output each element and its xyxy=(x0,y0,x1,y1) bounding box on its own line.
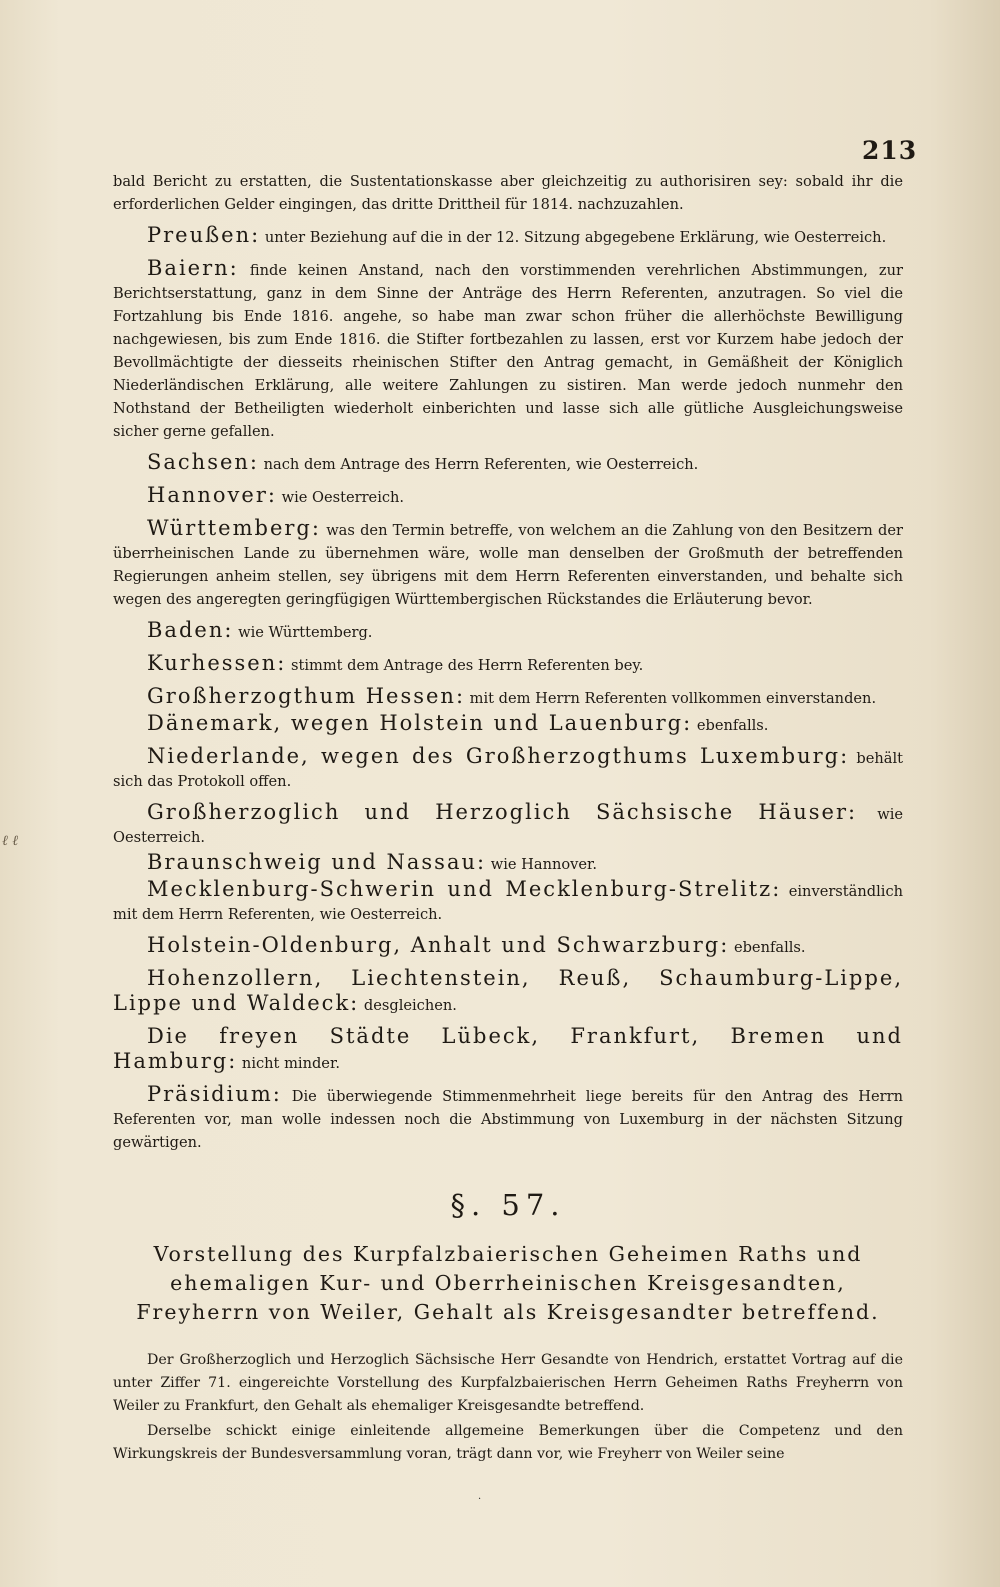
vote-kurhessen xyxy=(113,652,903,677)
vote-text: stimmt dem Antrage des Herrn Referenten bey. xyxy=(290,657,644,674)
vote-text: ebenfalls. xyxy=(696,717,769,734)
vote-text: Die überwiegende Stimmenmehrheit liege bereits für den Antrag des Herrn Referenten vor, man wolle indessen noch die Abstimmung von Luxemburg in der nächsten Sitzung gewärtigen. xyxy=(113,1088,903,1151)
speaker-name: Württemberg: xyxy=(147,516,321,540)
vote-text: nicht minder. xyxy=(241,1055,340,1072)
speaker-name: Mecklenburg-Schwerin und Mecklenburg-Strelitz: xyxy=(147,877,782,901)
paragraph-continuation xyxy=(113,170,903,216)
vote-text: wie Oesterreich. xyxy=(113,806,904,846)
speaker-name: Kurhessen: xyxy=(147,651,287,675)
vote-text: desgleichen. xyxy=(363,997,457,1014)
vote-hannover xyxy=(113,484,903,509)
vote-text: mit dem Herrn Referenten vollkommen einverstanden. xyxy=(469,690,877,707)
speaker-name: Holstein-Oldenburg, Anhalt und Schwarzburg: xyxy=(147,933,730,957)
vote-text: was den Termin betreffe, von welchem an die Zahlung von den Besitzern der überrheinischen Lande zu übernehmen wäre, wolle man denselben der Großmuth der betreffenden Regierungen anheim stellen, sey übrigens mit dem Herrn Referenten einverstanden, und behalte sich wegen des angeregten geringfügigen Württembergischen Rückstandes die Erläuterung bevor. xyxy=(113,522,904,608)
vote-hessen xyxy=(113,685,903,710)
page-number: 213 xyxy=(862,136,918,165)
vote-niederlande xyxy=(113,745,903,793)
speaker-name: Braunschweig und Nassau: xyxy=(147,850,487,874)
vote-text: wie Oesterreich. xyxy=(281,489,405,506)
closing-paragraph: Der Großherzoglich und Herzoglich Sächsische Herr Gesandte von Hendrich, erstattet Vortrag auf die unter Ziffer 71. eingereichte Vorstellung des Kurpfalzbaierischen Herrn Geheimen Raths Freyherrn von Weiler zu Frankfurt, den Gehalt als ehemaliger Kreisgesandte betreffend. xyxy=(113,1352,903,1414)
vote-text: nach dem Antrage des Herrn Referenten, wie Oesterreich. xyxy=(263,456,699,473)
speaker-name: Dänemark, wegen Holstein und Lauenburg: xyxy=(147,711,693,735)
vote-praesidium xyxy=(113,1083,903,1154)
margin-note: ℓ ℓ xyxy=(2,833,19,849)
vote-saechsische-haeuser xyxy=(113,801,903,849)
vote-text: ebenfalls. xyxy=(733,939,806,956)
speaker-name: Baden: xyxy=(147,618,234,642)
vote-baiern xyxy=(113,257,903,443)
vote-text: einverständlich mit dem Herrn Referenten, wie Oesterreich. xyxy=(113,883,904,923)
vote-baden xyxy=(113,619,903,644)
speaker-name: Preußen: xyxy=(147,223,261,247)
main-text xyxy=(113,170,903,1468)
vote-hohenzollern xyxy=(113,967,903,1017)
vote-daenemark xyxy=(113,712,903,737)
closing-paragraph: Derselbe schickt einige einleitende allgemeine Bemerkungen über die Competenz und den Wirkungskreis der Bundesversammlung voran, trägt dann vor, wie Freyherr von Weiler seine xyxy=(113,1423,903,1462)
vote-text: unter Beziehung auf die in der 12. Sitzung abgegebene Erklärung, wie Oesterreich. xyxy=(264,229,887,246)
speaker-name: Hannover: xyxy=(147,483,277,507)
vote-text: finde keinen Anstand, nach den vorstimmenden verehrlichen Abstimmungen, zur Berichtserstattung, ganz in dem Sinne der Anträge des Herrn Referenten, anzutragen. So viel die Fortzahlung bis Ende 1816. angehe, so habe man zwar schon früher die allerhöchste Bewilligung nachgewiesen, bis zum Ende 1816. die Stifter fortbezahlen zu lassen, erst vor Kurzem habe jedoch der Bevollmächtigte der diesseits rheinischen Stifter den Antrag gemacht, in Gemäßheit der Königlich Niederländischen Erklärung, alle weitere Zahlungen zu sistiren. Man werde jedoch nunmehr den Nothstand der Betheiligten wiederholt einberichten und lasse sich alle gütliche Ausgleichungsweise sicher gerne gefallen. xyxy=(113,262,903,440)
vote-preussen xyxy=(113,224,903,249)
vote-sachsen xyxy=(113,451,903,476)
vote-freie-staedte xyxy=(113,1025,903,1075)
vote-text: wie Württemberg. xyxy=(238,624,373,641)
section-title: Vorstellung des Kurpfalzbaierischen Geheimen Raths und ehemaligen Kur- und Oberrheinischen Kreisgesandten, Freyherrn von Weiler, Gehalt als Kreisgesandter betreffend. xyxy=(136,1242,880,1324)
paragraph-text: bald Bericht zu erstatten, die Sustentationskasse aber gleichzeitig zu authorisiren sey: sobald ihr die erforderlichen Gelder eingingen, das dritte Drittheil für 1814. nachzuzahlen. xyxy=(113,173,903,213)
speaker-name: Die freyen Städte Lübeck, Frankfurt, Bremen und Hamburg: xyxy=(113,1024,903,1073)
vote-mecklenburg xyxy=(113,878,903,926)
speaker-name: Großherzoglich und Herzoglich Sächsische Häuser: xyxy=(147,800,858,824)
vote-wuerttemberg xyxy=(113,517,903,611)
vote-text: wie Hannover. xyxy=(490,856,598,873)
speaker-name: Präsidium: xyxy=(147,1082,282,1106)
section-number: §. 57. xyxy=(450,1188,566,1222)
speaker-name: Sachsen: xyxy=(147,450,259,474)
speaker-name: Hohenzollern, Liechtenstein, Reuß, Schaumburg-Lippe, Lippe und Waldeck: xyxy=(113,966,903,1015)
speaker-name: Großherzogthum Hessen: xyxy=(147,684,466,708)
print-dot: · xyxy=(478,1494,482,1505)
speaker-name: Baiern: xyxy=(147,256,239,280)
vote-holstein-oldenburg xyxy=(113,934,903,959)
vote-braunschweig-nassau xyxy=(113,851,903,876)
vote-text: behält sich das Protokoll offen. xyxy=(113,750,903,790)
speaker-name: Niederlande, wegen des Großherzogthums Luxemburg: xyxy=(147,744,850,768)
